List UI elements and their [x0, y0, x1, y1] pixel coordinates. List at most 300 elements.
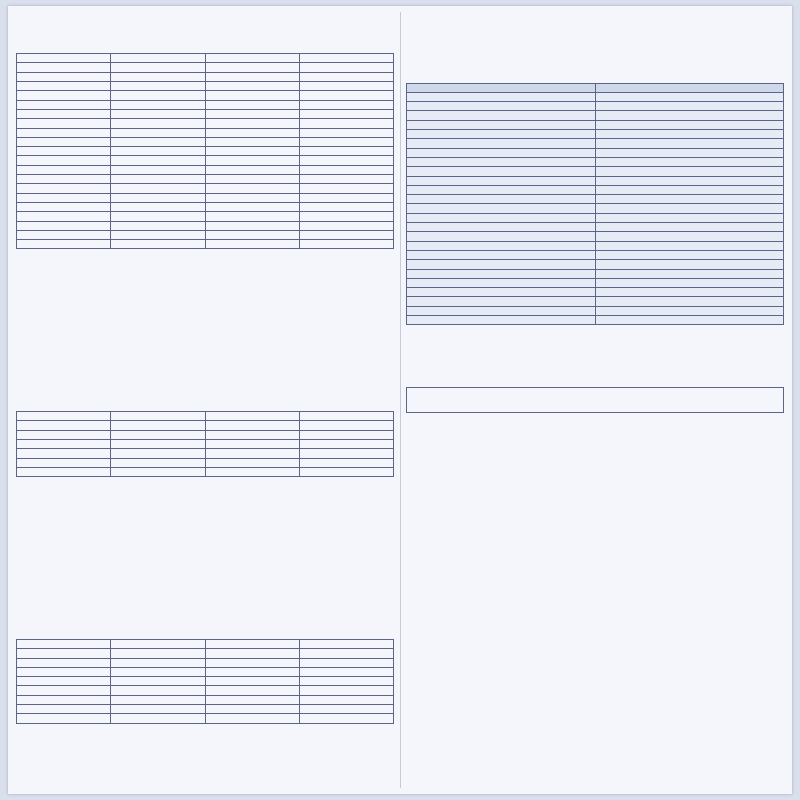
table-cell [17, 212, 111, 221]
table-cell [407, 306, 596, 315]
administration-paragraph [16, 736, 394, 744]
table-cell [205, 649, 299, 658]
table-cell [17, 430, 111, 439]
table-row [407, 120, 784, 129]
table-cell [407, 92, 596, 101]
section-paragraph [406, 768, 784, 776]
table-cell [299, 147, 393, 156]
table-cell [111, 240, 205, 249]
table-cell [299, 72, 393, 81]
table-7-caption [406, 72, 784, 80]
table-row [407, 269, 784, 278]
table-cell [111, 221, 205, 230]
table-cell [111, 212, 205, 221]
contraindication-paragraph [406, 367, 784, 375]
table-row [407, 297, 784, 306]
table-cell [17, 240, 111, 249]
table-cell [17, 100, 111, 109]
table-cell [299, 649, 393, 658]
table-row [17, 72, 394, 81]
table-cell [299, 658, 393, 667]
table-cell [407, 167, 596, 176]
right-column [406, 12, 784, 788]
section-heading [406, 416, 784, 424]
table-cell [111, 82, 205, 91]
table-cell [299, 184, 393, 193]
table-cell [299, 212, 393, 221]
section-paragraph [406, 513, 784, 521]
table-cell [111, 705, 205, 714]
table-cell [205, 240, 299, 249]
table-3-header-cell [17, 640, 111, 649]
section-paragraph [406, 425, 784, 433]
table-row [407, 260, 784, 269]
table-cell [111, 72, 205, 81]
table-cell [595, 167, 784, 176]
section-paragraph [406, 650, 784, 658]
table-2-header-cell [111, 412, 205, 421]
table-cell [205, 109, 299, 118]
table-1-note [16, 262, 394, 270]
table-row [407, 241, 784, 250]
table-cell [111, 430, 205, 439]
table-cell [205, 714, 299, 723]
section-heading [406, 553, 784, 561]
section-paragraph [406, 543, 784, 551]
table-cell [595, 250, 784, 259]
table-row [407, 139, 784, 148]
section-paragraph [406, 719, 784, 727]
table-cell [595, 306, 784, 315]
pediatric-intro [16, 390, 394, 398]
section-paragraph [406, 454, 784, 462]
table-cell [595, 316, 784, 325]
table-cell [595, 176, 784, 185]
table-row [407, 195, 784, 204]
table-row [17, 667, 394, 676]
table-cell [595, 92, 784, 101]
table-cell [205, 100, 299, 109]
table-1-note [16, 252, 394, 260]
table-cell [299, 230, 393, 239]
table-row [407, 278, 784, 287]
table-cell [595, 288, 784, 297]
section-paragraph [406, 464, 784, 472]
table-cell [205, 165, 299, 174]
table-2-note [16, 559, 394, 567]
table-row [17, 649, 394, 658]
table-cell [407, 204, 596, 213]
table-cell [17, 156, 111, 165]
table-2 [16, 411, 394, 477]
section-paragraph [406, 778, 784, 786]
table-cell [407, 102, 596, 111]
table-cell [205, 677, 299, 686]
table-2-note [16, 549, 394, 557]
table-cell [299, 82, 393, 91]
contraindication-paragraph [406, 348, 784, 356]
table-row [407, 130, 784, 139]
table-row [17, 714, 394, 723]
table-cell [17, 705, 111, 714]
section-paragraph [406, 670, 784, 678]
table-3-header-cell [205, 640, 299, 649]
administration-paragraph [16, 746, 394, 754]
table-cell [299, 63, 393, 72]
table-cell [407, 130, 596, 139]
table-cell [17, 440, 111, 449]
table-cell [205, 467, 299, 476]
table-cell [111, 202, 205, 211]
table-row [407, 167, 784, 176]
table-cell [17, 165, 111, 174]
section-paragraph [406, 445, 784, 453]
table-row [17, 165, 394, 174]
table-cell [299, 677, 393, 686]
table-row [407, 250, 784, 259]
table-cell [205, 440, 299, 449]
section-paragraph [406, 729, 784, 737]
table-row [407, 316, 784, 325]
table-2-note [16, 500, 394, 508]
table-1-caption [16, 43, 394, 51]
table-cell [111, 91, 205, 100]
renal-paragraph [16, 588, 394, 596]
section-paragraph [406, 709, 784, 717]
table-cell [17, 649, 111, 658]
table-row [17, 175, 394, 184]
renal-heading [16, 569, 394, 577]
section-paragraph [406, 738, 784, 746]
table-cell [111, 421, 205, 430]
warnings-heading [406, 378, 784, 386]
table-cell [595, 195, 784, 204]
table-cell [595, 157, 784, 166]
table-row [407, 176, 784, 185]
section-paragraph [406, 680, 784, 688]
adverse-reaction-paragraph [406, 32, 784, 40]
table-cell [407, 111, 596, 120]
table-cell [595, 139, 784, 148]
table-1-note [16, 301, 394, 309]
table-row [407, 288, 784, 297]
table-cell [17, 686, 111, 695]
table-7-adverse-reactions [406, 83, 784, 326]
table-1-note [16, 292, 394, 300]
table-cell [595, 278, 784, 287]
table-cell [299, 109, 393, 118]
table-cell [205, 212, 299, 221]
administration-paragraph [16, 785, 394, 788]
table-2-note [16, 490, 394, 498]
table-cell [205, 184, 299, 193]
left-column [16, 12, 394, 788]
table-2-header-cell [299, 412, 393, 421]
table-cell [17, 421, 111, 430]
table-row [17, 184, 394, 193]
table-cell [111, 686, 205, 695]
contraindication-paragraph [406, 328, 784, 336]
table-cell [111, 677, 205, 686]
table-3-header-row [17, 640, 394, 649]
table-cell [17, 449, 111, 458]
section-paragraph [406, 572, 784, 580]
table-cell [17, 458, 111, 467]
table-1-note [16, 370, 394, 378]
table-cell [407, 223, 596, 232]
table-7-header-row [407, 83, 784, 92]
table-cell [205, 430, 299, 439]
renal-paragraph [16, 617, 394, 625]
table-cell [407, 241, 596, 250]
table-cell [595, 148, 784, 157]
table-row [17, 221, 394, 230]
table-cell [205, 667, 299, 676]
table-cell [407, 288, 596, 297]
adverse-reaction-paragraph [406, 12, 784, 20]
table-1-header-cell [17, 54, 111, 63]
table-cell [407, 232, 596, 241]
table-3-caption [16, 629, 394, 637]
table-row [17, 128, 394, 137]
section-paragraph [406, 758, 784, 766]
section-paragraph [406, 592, 784, 600]
administration-paragraph [16, 756, 394, 764]
table-cell [407, 260, 596, 269]
table-cell [17, 184, 111, 193]
table-row [17, 202, 394, 211]
section-paragraph [406, 533, 784, 541]
intro-paragraph [16, 22, 394, 30]
table-cell [205, 686, 299, 695]
section-paragraph [406, 699, 784, 707]
table-cell [299, 695, 393, 704]
table-row [17, 137, 394, 146]
table-row [407, 102, 784, 111]
table-cell [17, 714, 111, 723]
table-cell [111, 193, 205, 202]
table-cell [299, 137, 393, 146]
table-row [17, 100, 394, 109]
table-cell [111, 175, 205, 184]
section-paragraph [406, 601, 784, 609]
administration-heading [16, 727, 394, 735]
renal-paragraph [16, 578, 394, 586]
table-cell [595, 297, 784, 306]
table-cell [595, 120, 784, 129]
table-row [407, 185, 784, 194]
table-cell [111, 100, 205, 109]
table-cell [407, 250, 596, 259]
table-cell [595, 223, 784, 232]
table-cell [595, 269, 784, 278]
table-cell [111, 695, 205, 704]
table-row [407, 148, 784, 157]
table-cell [299, 686, 393, 695]
table-cell [111, 156, 205, 165]
table-cell [299, 705, 393, 714]
contraindication-paragraph [406, 358, 784, 366]
table-cell [299, 430, 393, 439]
table-row [17, 458, 394, 467]
table-2-note [16, 480, 394, 488]
table-row [17, 230, 394, 239]
table-cell [205, 147, 299, 156]
table-cell [595, 130, 784, 139]
table-cell [17, 128, 111, 137]
table-cell [299, 91, 393, 100]
table-1-header-row [17, 54, 394, 63]
table-cell [17, 63, 111, 72]
table-cell [205, 458, 299, 467]
section-paragraph [406, 523, 784, 531]
table-cell [111, 714, 205, 723]
table-cell [299, 421, 393, 430]
table-cell [111, 458, 205, 467]
column-divider [400, 12, 401, 788]
table-2-header-cell [17, 412, 111, 421]
table-cell [205, 128, 299, 137]
adverse-reaction-paragraph [406, 61, 784, 69]
table-cell [111, 63, 205, 72]
table-cell [299, 202, 393, 211]
table-cell [407, 157, 596, 166]
table-cell [299, 458, 393, 467]
table-3-header-cell [111, 640, 205, 649]
table-cell [299, 440, 393, 449]
table-cell [205, 156, 299, 165]
table-cell [111, 147, 205, 156]
table-row [407, 204, 784, 213]
table-row [17, 63, 394, 72]
table-row [17, 695, 394, 704]
table-cell [299, 467, 393, 476]
table-1-note [16, 331, 394, 339]
table-cell [205, 658, 299, 667]
table-cell [111, 667, 205, 676]
table-cell [595, 102, 784, 111]
table-cell [17, 147, 111, 156]
section-paragraph [406, 787, 784, 788]
adverse-reaction-paragraph [406, 22, 784, 30]
table-cell [205, 230, 299, 239]
table-cell [299, 119, 393, 128]
section-paragraph [406, 484, 784, 492]
table-row [407, 306, 784, 315]
table-cell [17, 230, 111, 239]
table-cell [299, 240, 393, 249]
table-cell [407, 195, 596, 204]
section-paragraph [406, 611, 784, 619]
table-cell [111, 649, 205, 658]
section-paragraph [406, 641, 784, 649]
table-cell [205, 91, 299, 100]
table-cell [595, 213, 784, 222]
table-cell [407, 213, 596, 222]
table-row [17, 156, 394, 165]
table-cell [595, 111, 784, 120]
table-cell [595, 185, 784, 194]
warnings-box-line [410, 390, 780, 398]
table-row [17, 467, 394, 476]
table-2-note [16, 529, 394, 537]
table-cell [299, 193, 393, 202]
table-cell [407, 148, 596, 157]
table-cell [407, 176, 596, 185]
table-1-note [16, 272, 394, 280]
table-3-header-cell [299, 640, 393, 649]
table-row [17, 430, 394, 439]
table-row [17, 449, 394, 458]
table-cell [205, 82, 299, 91]
table-cell [299, 221, 393, 230]
contraindication-paragraph [406, 338, 784, 346]
section-paragraph [406, 562, 784, 570]
table-row [407, 92, 784, 101]
table-cell [17, 193, 111, 202]
table-cell [299, 165, 393, 174]
table-row [17, 658, 394, 667]
table-cell [205, 705, 299, 714]
renal-paragraph [16, 608, 394, 616]
table-cell [205, 221, 299, 230]
administration-paragraph [16, 765, 394, 773]
table-row [17, 686, 394, 695]
table-7-header-cell [407, 83, 596, 92]
adverse-reaction-paragraph [406, 51, 784, 59]
table-cell [205, 193, 299, 202]
table-cell [111, 230, 205, 239]
renal-paragraph [16, 598, 394, 606]
table-cell [299, 667, 393, 676]
table-row [407, 223, 784, 232]
section-paragraph [406, 582, 784, 590]
section-paragraph [406, 474, 784, 482]
table-cell [299, 449, 393, 458]
table-cell [407, 269, 596, 278]
table-row [17, 421, 394, 430]
table-cell [407, 120, 596, 129]
table-cell [407, 316, 596, 325]
section-heading [406, 494, 784, 502]
table-cell [299, 714, 393, 723]
table-row [17, 677, 394, 686]
table-cell [595, 260, 784, 269]
table-2-note [16, 519, 394, 527]
table-cell [111, 467, 205, 476]
section-paragraph [406, 503, 784, 511]
table-1-note [16, 311, 394, 319]
pediatric-heading [16, 380, 394, 388]
table-1-header-cell [111, 54, 205, 63]
table-cell [205, 202, 299, 211]
table-row [17, 91, 394, 100]
intro-paragraph [16, 12, 394, 20]
table-row [17, 193, 394, 202]
table-cell [17, 82, 111, 91]
table-cell [205, 137, 299, 146]
table-cell [111, 137, 205, 146]
table-cell [595, 232, 784, 241]
table-cell [205, 449, 299, 458]
intro-paragraph [16, 32, 394, 40]
table-3 [16, 639, 394, 724]
section-paragraph [406, 631, 784, 639]
table-cell [17, 467, 111, 476]
table-2-header-cell [205, 412, 299, 421]
table-cell [205, 695, 299, 704]
table-1-note [16, 360, 394, 368]
